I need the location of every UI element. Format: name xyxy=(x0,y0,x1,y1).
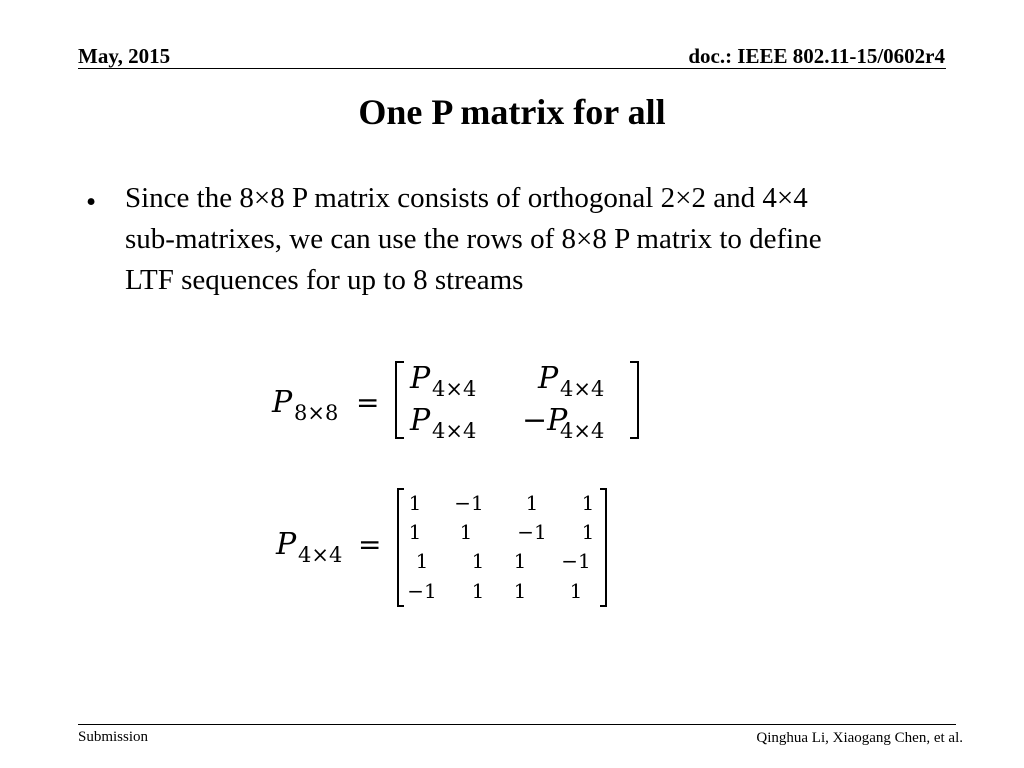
p4-cell-21: 1 xyxy=(408,520,422,544)
p4-left-bracket xyxy=(398,489,404,606)
p8-cell-21-symbol: P xyxy=(410,403,431,438)
p4-cell-11: 1 xyxy=(408,491,422,515)
p4-cell-12: −1 xyxy=(454,491,484,515)
p8-lhs-subscript: 8×8 xyxy=(294,401,339,425)
equation-p8x8 xyxy=(271,361,638,443)
p4-cell-32: 1 xyxy=(471,549,485,573)
p4-lhs-symbol: P xyxy=(276,527,297,562)
p4-equals: = xyxy=(358,528,382,561)
p8-equals: = xyxy=(356,386,380,419)
header-doc-id: doc.: IEEE 802.11-15/0602r4 xyxy=(688,44,945,68)
slide-title: One P matrix for all xyxy=(358,92,666,132)
p4-cell-24: 1 xyxy=(581,520,595,544)
p4-cell-22: 1 xyxy=(459,520,473,544)
bullet-line-2: sub-matrixes, we can use the rows of 8×8 P matrix to define xyxy=(125,223,822,255)
p4-cell-14: 1 xyxy=(581,491,595,515)
p4-cell-31: 1 xyxy=(415,549,429,573)
p4-cell-13: 1 xyxy=(525,491,539,515)
p4-cell-34: −1 xyxy=(561,549,591,573)
p8-cell-11-symbol: P xyxy=(410,361,431,396)
p8-cell-22-symbol: −P xyxy=(522,403,568,438)
equations-svg xyxy=(250,340,670,620)
p4-right-bracket xyxy=(600,489,606,606)
p4-cell-41: −1 xyxy=(407,579,437,603)
p8-cell-21-subscript: 4×4 xyxy=(432,419,477,443)
p4-cell-33: 1 xyxy=(513,549,527,573)
p4-cell-43: 1 xyxy=(513,579,527,603)
equations-block xyxy=(250,340,670,620)
bullet-line-1: Since the 8×8 P matrix consists of orthogonal 2×2 and 4×4 xyxy=(125,182,808,214)
p8-cell-11-subscript: 4×4 xyxy=(432,377,477,401)
p4-cell-42: 1 xyxy=(471,579,485,603)
footer-submission: Submission xyxy=(78,729,149,745)
footer-authors: Qinghua Li, Xiaogang Chen, et al. xyxy=(756,730,963,746)
p8-cell-12-subscript: 4×4 xyxy=(560,377,605,401)
header-divider xyxy=(78,68,946,69)
p4-cell-23: −1 xyxy=(517,520,547,544)
p4-cell-44: 1 xyxy=(569,579,583,603)
footer-divider xyxy=(78,724,956,725)
p8-cell-12-symbol: P xyxy=(538,361,559,396)
bullet-line-3: LTF sequences for up to 8 streams xyxy=(125,264,524,296)
p4-lhs-subscript: 4×4 xyxy=(298,543,343,567)
bullet-text xyxy=(125,178,985,301)
header-date: May, 2015 xyxy=(78,44,171,68)
equation-p4x4 xyxy=(275,489,606,606)
p8-right-bracket xyxy=(630,362,638,438)
p8-cell-22-subscript: 4×4 xyxy=(560,419,605,443)
p8-lhs-symbol: P xyxy=(272,385,293,420)
p8-left-bracket xyxy=(396,362,404,438)
bullet-marker: • xyxy=(86,186,97,218)
